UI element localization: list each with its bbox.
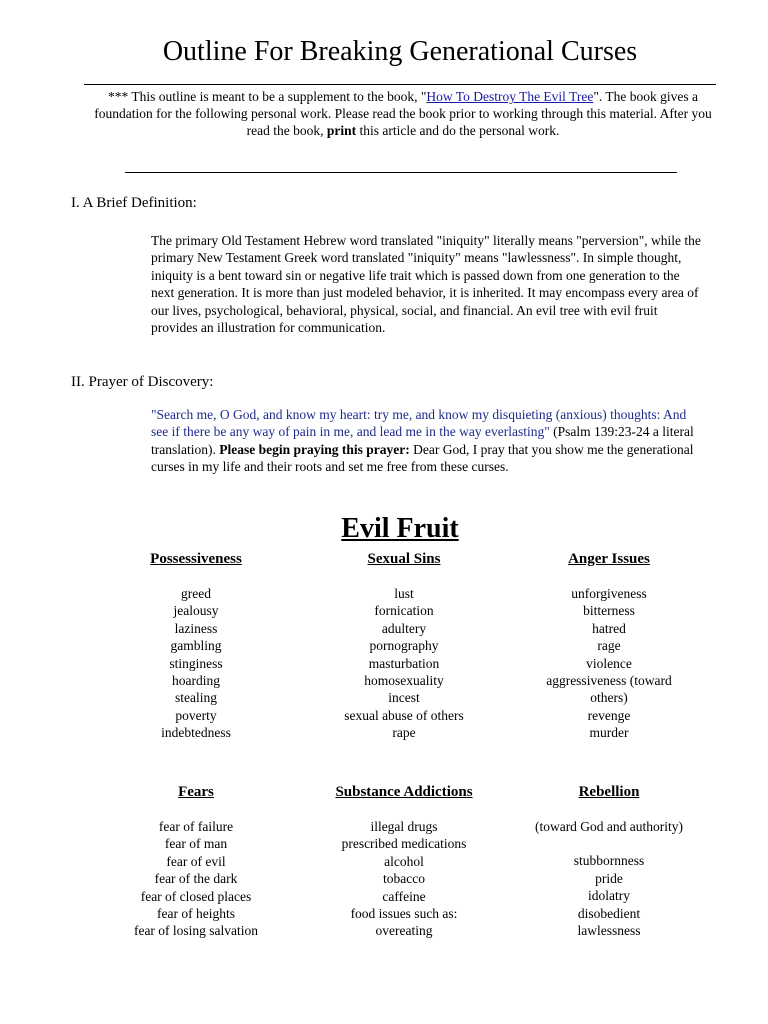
list-item: murder [589,725,629,741]
list-item: lust [394,586,414,601]
list-item: violence [586,655,632,671]
print-word: print [326,123,357,138]
intro-prefix: *** This outline is meant to be a supplement to the book, " [108,89,427,104]
list-item: aggressiveness (toward [546,673,672,689]
scripture-quote: "Search me, O God, and know my heart: try me, and know my disquieting (anxious) thoughts: And see if there be any way of pain in me, and lead me in the way everlasting" [151,407,687,440]
column-heading: Sexual Sins [367,551,441,567]
list-item: stealing [175,690,217,706]
list-item: unforgiveness [571,586,647,601]
list-item: alcohol [384,853,424,869]
intro-divider [125,172,677,173]
list-item: adultery [381,620,427,636]
list-item: idolatry [588,888,630,904]
column-heading: Substance Addictions [335,784,473,800]
intro-paragraph [84,88,722,139]
list-item: disobedient [577,905,641,921]
list-item: fornication [374,603,434,619]
list-item: tobacco [383,871,425,887]
list-item: laziness [174,620,218,636]
list-item: fear of closed places [140,888,252,904]
list-item: incest [388,690,420,706]
list-item: others) [590,690,628,706]
column-sexual-sins [294,549,514,742]
section-heading-prayer: II. Prayer of Discovery: [71,374,214,390]
page-title: Outline For Breaking Generational Curses [162,36,638,67]
column-rebellion [499,782,719,939]
intro-mid: ". The book gives a foundation for the following personal work. Please read the book prior to working through this material. After you read the book, [94,89,712,138]
list-item: rage [597,638,621,654]
column-heading: Fears [178,784,214,800]
list-item: fear of the dark [154,871,238,887]
evil-fruit-title: Evil Fruit [341,513,459,544]
list-item: fear of man [164,836,228,852]
prayer-text: Dear God, I pray that you show me the generational curses in my life and their roots and set me free from these curses. [151,441,694,475]
list-item: sexual abuse of others [344,707,464,723]
list-item: gambling [170,638,222,654]
list-item: fear of losing salvation [133,923,259,939]
list-item: stubbornness [573,853,645,869]
list-item: prescribed medications [341,836,467,852]
list-item: caffeine [382,888,426,904]
list-item: homosexuality [364,673,444,689]
section-heading-definition: I. A Brief Definition: [71,195,197,211]
scripture-citation: (Psalm 139:23-24 a literal translation). [151,424,694,457]
prayer-paragraph [151,406,696,476]
list-item: poverty [175,707,217,723]
list-item: food issues such as: [350,906,458,922]
column-anger-issues [499,549,719,742]
list-item: illegal drugs [370,819,438,834]
list-item: indebtedness [161,725,231,741]
list-item: lawlessness [577,923,641,939]
column-heading: Rebellion [578,784,640,800]
column-possessiveness [86,549,306,742]
list-item: hoarding [172,673,220,689]
list-item: revenge [587,707,631,723]
column-heading: Possessiveness [150,551,242,567]
list-item: masturbation [368,655,440,671]
column-fears [86,782,306,940]
column-substance-addictions [294,782,514,940]
list-item: stinginess [169,655,223,671]
list-item: overeating [375,923,433,939]
list-item: pride [595,870,623,886]
list-item: jealousy [173,603,219,619]
list-item: fear of evil [166,853,226,869]
intro-suffix: this article and do the personal work. [356,123,560,138]
column-heading: Anger Issues [568,551,650,567]
rebellion-note: (toward God and authority) [534,819,684,834]
list-item: pornography [369,638,439,654]
list-item: hatred [592,620,626,636]
book-link[interactable]: How To Destroy The Evil Tree [426,89,594,104]
definition-paragraph: The primary Old Testament Hebrew word translated "iniquity" literally means "perversion", while the primary New Testament Greek word translated "iniquity" means "lawlessness". In simple thought, iniquity is a bent toward sin or negative life trait which is passed down from one generation to the next generation. It is more than just modeled behavior, it is inherited. It may encompass every area of our lives, psychological, behavioral, physical, social, and financial. An evil tree with evil fruit provides an illustration for communication. [151,233,701,336]
prayer-instruction: Please begin praying this prayer: [219,441,410,457]
top-divider [84,84,716,85]
list-item: greed [181,586,211,601]
list-item: fear of failure [158,819,234,834]
list-item: bitterness [583,603,635,619]
list-item: rape [392,725,416,741]
list-item: fear of heights [157,906,235,922]
